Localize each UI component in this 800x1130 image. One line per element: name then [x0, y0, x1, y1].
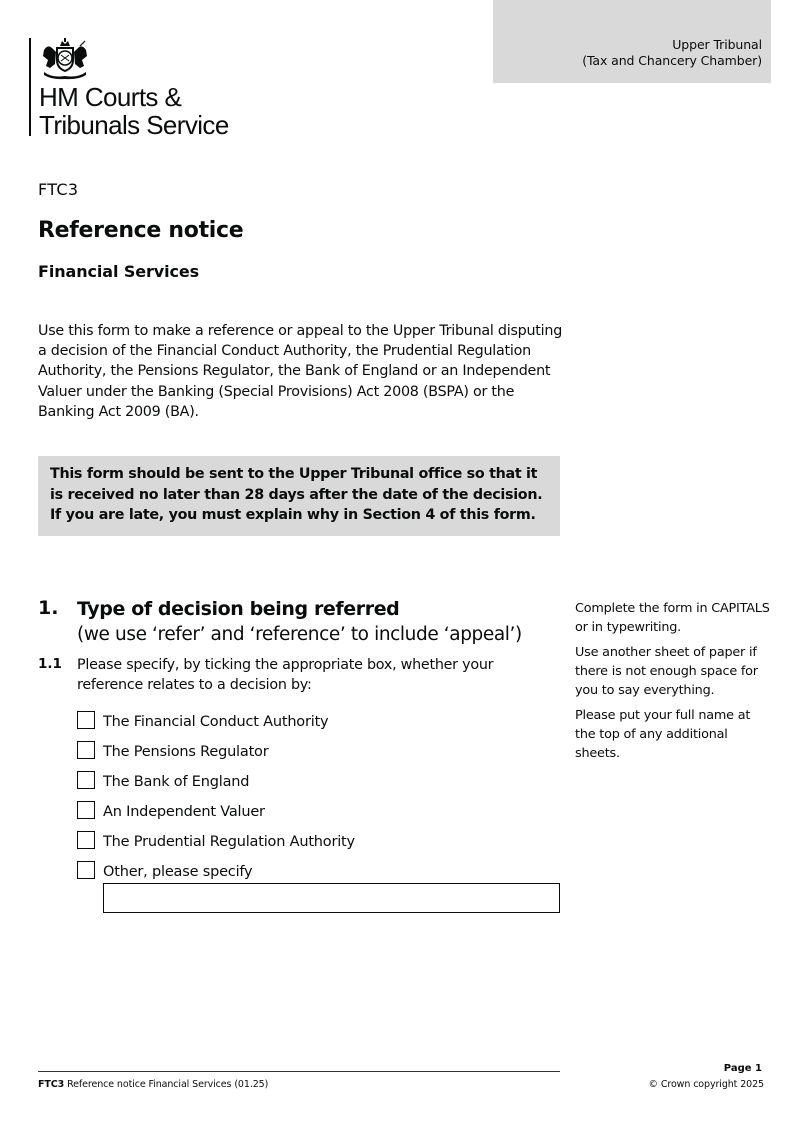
option-label: The Prudential Regulation Authority: [103, 834, 355, 850]
guidance-note: Complete the form in CAPITALS or in typewriting.: [575, 601, 770, 635]
option-bank-of-england[interactable]: [77, 771, 355, 801]
chamber-name: (Tax and Chancery Chamber): [582, 53, 762, 68]
page-title: Reference notice: [38, 218, 244, 243]
option-label: The Pensions Regulator: [103, 744, 269, 760]
deadline-notice: [38, 456, 560, 536]
footer-divider: [38, 1071, 560, 1072]
notice-deadline-emphasis: no later than 28 days: [138, 486, 305, 503]
notice-text-part1: This form should be sent to the Upper Tribunal office so that it is received: [50, 466, 538, 503]
checkbox-pensions-regulator[interactable]: [77, 741, 95, 759]
tribunal-header-box: [493, 0, 771, 83]
copyright-notice: © Crown copyright 2025: [648, 1079, 764, 1090]
decision-maker-options: [77, 711, 355, 891]
page-subtitle: Financial Services: [38, 262, 200, 281]
guidance-note: Use another sheet of paper if there is not enough space for you to say everything.: [575, 645, 758, 698]
checkbox-bank-of-england[interactable]: [77, 771, 95, 789]
option-fca[interactable]: [77, 711, 355, 741]
option-pensions-regulator[interactable]: [77, 741, 355, 771]
option-independent-valuer[interactable]: [77, 801, 355, 831]
option-label: The Bank of England: [103, 774, 250, 790]
question-number: 1.1: [38, 656, 62, 672]
footer-form-reference: [38, 1079, 268, 1090]
option-label: The Financial Conduct Authority: [103, 714, 329, 730]
section-title: Type of decision being referred: [77, 598, 400, 620]
logo-text-line2: Tribunals Service: [39, 110, 229, 140]
hmcts-logo: [29, 38, 229, 140]
option-label: Other, please specify: [103, 864, 253, 880]
tribunal-name: Upper Tribunal: [672, 37, 762, 52]
checkbox-pra[interactable]: [77, 831, 95, 849]
footer-form-code: FTC3: [38, 1079, 65, 1090]
guidance-note: Please put your full name at the top of any additional sheets.: [575, 708, 751, 761]
section-number: 1.: [38, 597, 59, 619]
intro-paragraph: Use this form to make a reference or appeal to the Upper Tribunal disputing a decision of the Financial Conduct Authority, the Prudential Regulation Authority, the Pensions Regulator, the Bank of England or an Independent Valuer under the Banking (Special Provisions) Act 2008 (BSPA) or the Banking Act 2009 (BA).: [38, 323, 563, 420]
checkbox-other[interactable]: [77, 861, 95, 879]
form-code: FTC3: [38, 180, 79, 199]
guidance-notes: [575, 599, 770, 769]
other-specify-input[interactable]: [103, 883, 560, 913]
option-pra[interactable]: [77, 831, 355, 861]
question-text: Please specify, by ticking the appropriate box, whether your reference relates to a decision by:: [77, 657, 494, 693]
section-title-note: (we use ‘refer’ and ‘reference’ to include ‘appeal’): [77, 624, 522, 645]
royal-coat-of-arms-icon: [40, 38, 90, 80]
page-number: Page 1: [723, 1063, 762, 1074]
logo-text-line1: HM Courts &: [39, 82, 182, 112]
footer-form-name: Reference notice Financial Services (01.25): [64, 1079, 269, 1090]
checkbox-independent-valuer[interactable]: [77, 801, 95, 819]
notice-text-part2: after the date of the decision. If you are late, you must explain why in Section 4 of this form.: [50, 486, 543, 523]
checkbox-fca[interactable]: [77, 711, 95, 729]
option-label: An Independent Valuer: [103, 804, 265, 820]
